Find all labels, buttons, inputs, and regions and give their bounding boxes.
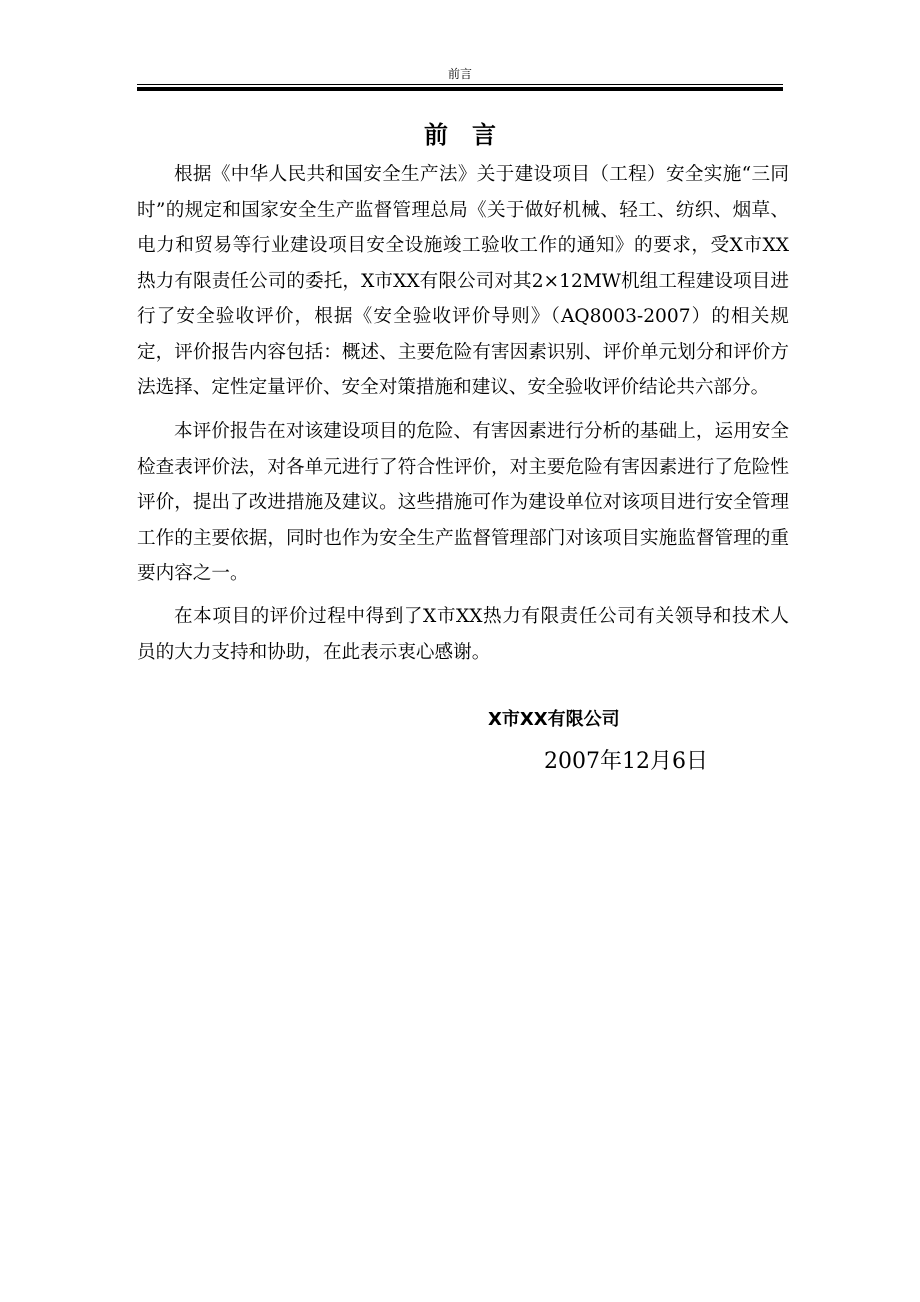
header-rule-thick xyxy=(137,87,783,91)
paragraph-1: 根据《中华人民共和国安全生产法》关于建设项目（工程）安全实施“三同时”的规定和国家安全生产监督管理总局《关于做好机械、轻工、纺织、烟草、电力和贸易等行业建设项目安全设施竣工验收工作的通知》的要求，受X市XX热力有限责任公司的委托，X市XX有限公司对其2×12MW机组工程建设项目进行了安全验收评价，根据《安全验收评价导则》（AQ8003-2007）的相关规定，评价报告内容包括：概述、主要危险有害因素识别、评价单元划分和评价方法选择、定性定量评价、安全对策措施和建议、安全验收评价结论共六部分。 xyxy=(137,164,789,398)
signature-date: 2007年12月6日 xyxy=(544,749,708,774)
signature-company: X市XX有限公司 xyxy=(488,709,620,730)
paragraph-3: 在本项目的评价过程中得到了X市XX热力有限责任公司有关领导和技术人员的大力支持和协助，在此表示衷心感谢。 xyxy=(137,606,789,663)
header-rule-thin xyxy=(137,84,783,85)
running-header: 前言 xyxy=(447,67,472,81)
page-title: 前言 xyxy=(424,120,520,149)
paragraph-2: 本评价报告在对该建设项目的危险、有害因素进行分析的基础上，运用安全检查表评价法，对各单元进行了符合性评价，对主要危险有害因素进行了危险性评价，提出了改进措施及建议。这些措施可作为建设单位对该项目进行安全管理工作的主要依据，同时也作为安全生产监督管理部门对该项目实施监督管理的重要内容之一。 xyxy=(137,421,789,584)
